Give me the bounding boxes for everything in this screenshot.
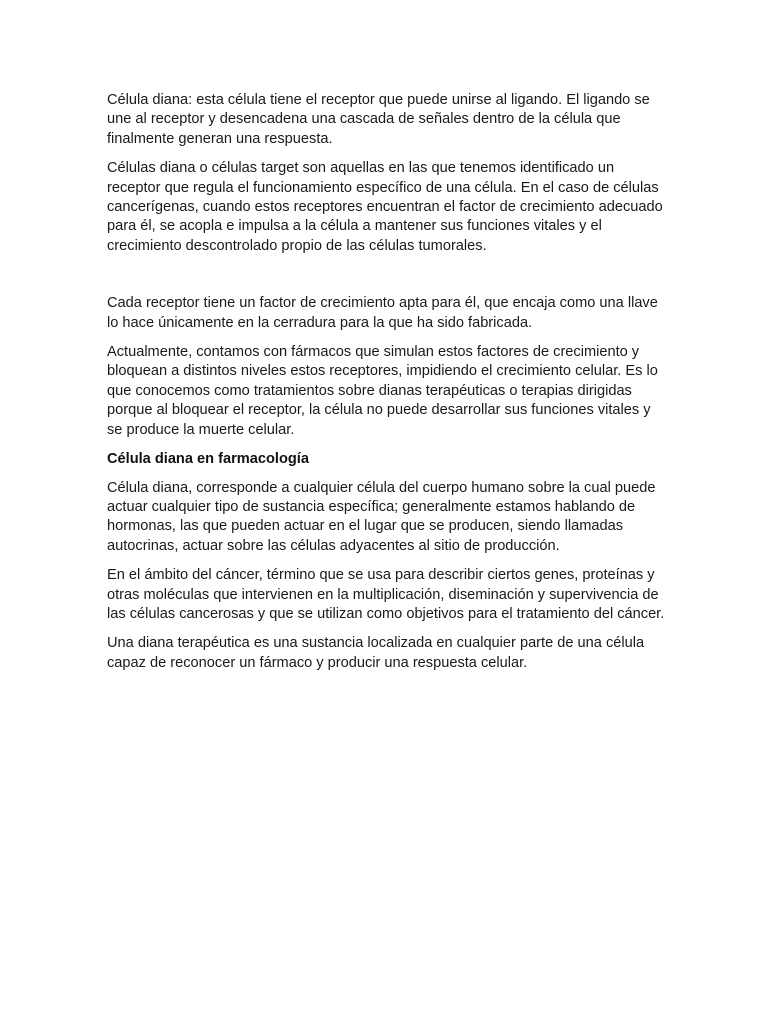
paragraph-diana-terapeutica: Una diana terapéutica es una sustancia localizada en cualquier parte de una célula capaz de reconocer un fármaco y producir una respuesta celular. — [107, 635, 645, 671]
paragraph-celula-diana-definition: Célula diana: esta célula tiene el receptor que puede unirse al ligando. El ligando se une al receptor y desencadena una cascada de señales dentro de la célula que finalmente generan una respuesta. — [107, 92, 650, 147]
paragraph-farmacos: Actualmente, contamos con fármacos que simulan estos factores de crecimiento y bloquean a distintos niveles estos receptores, impidiendo el crecimiento celular. Es lo que conocemos como tratamientos sobre dianas terapéuticas o terapias dirigidas porque al bloquear el receptor, la célula no puede desarrollar sus funciones vitales y se produce la muerte celular. — [107, 344, 658, 438]
paragraph-celulas-target: Células diana o células target son aquellas en las que tenemos identificado un receptor que regula el funcionamiento específico de una célula. En el caso de células cancerígenas, cuando estos receptores encuentran el factor de crecimiento adecuado para él, se acopla e impulsa a la célula a mantener sus funciones vitales y el crecimiento descontrolado propio de las células tumorales. — [107, 160, 663, 254]
paragraph-ambito-cancer: En el ámbito del cáncer, término que se usa para describir ciertos genes, proteínas y otras moléculas que intervienen en la multiplicación, diseminación y supervivencia de las células cancerosas y que se utilizan como objetivos para el tratamiento del cáncer. — [107, 567, 665, 622]
document-body — [107, 91, 667, 683]
section-heading: Célula diana en farmacología — [107, 451, 309, 468]
paragraph-receptor-factor: Cada receptor tiene un factor de crecimiento apta para él, que encaja como una llave lo hace únicamente en la cerradura para la que ha sido fabricada. — [107, 295, 658, 331]
paragraph-farmacologia-definition: Célula diana, corresponde a cualquier célula del cuerpo humano sobre la cual puede actuar cualquier tipo de sustancia específica; generalmente estamos hablando de hormonas, las que pueden actuar en el lugar que se producen, siendo llamadas autocrinas, actuar sobre las células adyacentes al sitio de producción. — [107, 479, 656, 554]
